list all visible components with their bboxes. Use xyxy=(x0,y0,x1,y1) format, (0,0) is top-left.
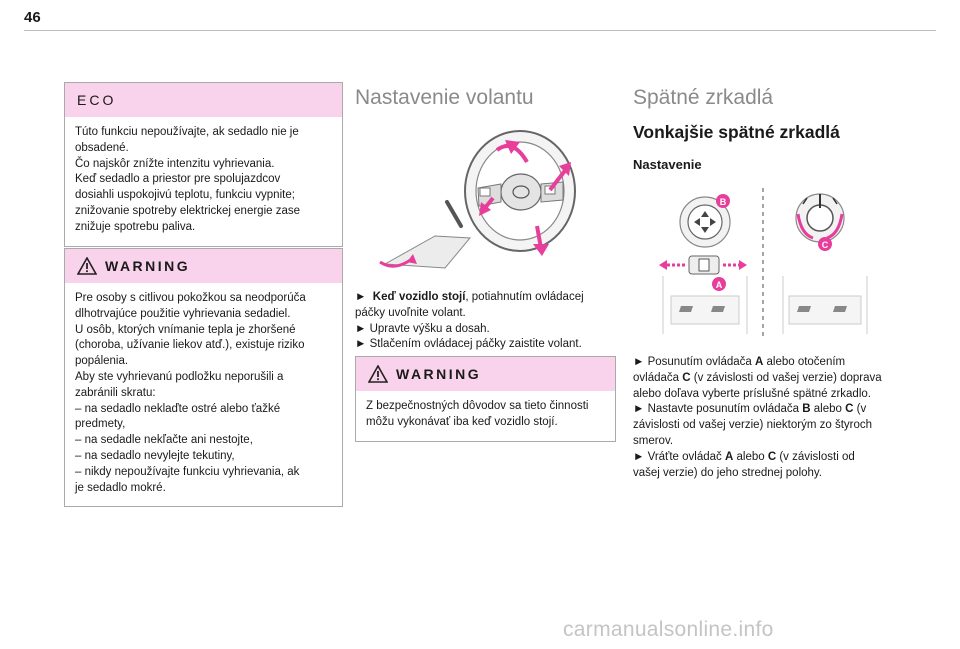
label-b: B xyxy=(719,197,727,207)
warning-body xyxy=(65,283,342,506)
mirror-controls-illustration xyxy=(655,184,875,344)
mirrors-line-4: ► Nastavte posunutím ovládača B alebo C (v xyxy=(633,403,867,416)
mirrors-line-5: závislosti od vašej verzie) niektorým zo štyroch xyxy=(633,419,873,432)
warning-box-heating xyxy=(64,248,343,507)
warning-line: môžu vykonávať iba keď vozidlo stojí. xyxy=(366,415,558,428)
warning-body xyxy=(356,391,615,441)
steering-step-1: ► Keď vozidlo stojí, potiahnutím ovládacej xyxy=(355,291,584,303)
eco-title: ECO xyxy=(77,92,117,108)
mirrors-heading: Spätné zrkadlá xyxy=(633,86,774,109)
warning-line: – nikdy nepoužívajte funkciu vyhrievania, ak xyxy=(75,465,300,478)
warning-line: je sedadlo mokré. xyxy=(75,481,166,494)
eco-header xyxy=(65,83,342,117)
warning-line: zabránili skratu: xyxy=(75,386,156,399)
mirrors-line-2: ovládača C (v závislosti od vašej verzie) doprava xyxy=(633,371,882,384)
warning-line: – na sedadle nekľačte ani nestojte, xyxy=(75,434,253,447)
eco-body xyxy=(65,117,342,246)
steering-heading: Nastavenie volantu xyxy=(355,86,534,109)
eco-line: obsadené. xyxy=(75,141,129,154)
mirrors-instructions xyxy=(633,355,903,481)
warning-line: U osôb, ktorých vnímanie tepla je zhoršené xyxy=(75,323,296,336)
warning-box-steering xyxy=(355,356,616,442)
warning-line: popálenia. xyxy=(75,355,129,368)
warning-line: Aby ste vyhrievanú podložku neporušili a xyxy=(75,370,284,383)
steering-step-2: ► Upravte výšku a dosah. xyxy=(355,322,490,335)
warning-line: Z bezpečnostných dôvodov sa tieto činnosti xyxy=(366,400,589,412)
mirrors-line-6: smerov. xyxy=(633,434,674,447)
eco-line: znižuje spotrebu paliva. xyxy=(75,220,196,233)
steering-step-1-cont: páčky uvoľnite volant. xyxy=(355,306,466,319)
mirrors-section-title: Nastavenie xyxy=(633,157,702,172)
page-number: 46 xyxy=(24,9,41,26)
eco-line: znižovanie spotreby elektrickej energie zase xyxy=(75,204,301,217)
warning-title: WARNING xyxy=(396,366,482,382)
warning-line: predmety, xyxy=(75,418,126,431)
watermark: carmanualsonline.info xyxy=(563,618,774,641)
mirrors-line-8: vašej verzie) do jeho strednej polohy. xyxy=(633,466,823,479)
steering-step-3: ► Stlačením ovládacej páčky zaistite volant. xyxy=(355,338,582,351)
eco-line: dosiahli uspokojivú teplotu, funkciu vypnite; xyxy=(75,189,295,202)
label-c: C xyxy=(821,240,829,250)
top-divider xyxy=(24,30,936,31)
warning-line: (choroba, užívanie liekov atď.), existuje riziko xyxy=(75,339,305,352)
warning-header xyxy=(65,249,342,283)
eco-line: Keď sedadlo a priestor pre spolujazdcov xyxy=(75,173,281,186)
warning-header xyxy=(356,357,615,391)
eco-box xyxy=(64,82,343,247)
mirrors-subheading: Vonkajšie spätné zrkadlá xyxy=(633,122,840,142)
mirrors-line-1: ► Posunutím ovládača A alebo otočením xyxy=(633,356,846,368)
steering-wheel-illustration xyxy=(375,126,585,276)
eco-line: Túto funkciu nepoužívajte, ak sedadlo nie je xyxy=(75,126,299,138)
warning-line: Pre osoby s citlivou pokožkou sa neodporúča xyxy=(75,292,306,304)
warning-title: WARNING xyxy=(105,258,191,274)
warning-triangle-icon xyxy=(368,365,388,383)
steering-steps xyxy=(355,290,615,353)
warning-line: – na sedadlo nevylejte tekutiny, xyxy=(75,449,235,462)
mirrors-line-7: ► Vráťte ovládač A alebo C (v závislosti od xyxy=(633,450,855,463)
label-a: A xyxy=(715,280,723,290)
warning-triangle-icon xyxy=(77,257,97,275)
eco-line: Čo najskôr znížte intenzitu vyhrievania. xyxy=(75,157,275,170)
warning-line: dlhotrvajúce použitie vyhrievania sedadiel. xyxy=(75,307,291,320)
warning-line: – na sedadlo neklaďte ostré alebo ťažké xyxy=(75,402,281,415)
mirrors-line-3: alebo doľava vyberte príslušné spätné zrkadlo. xyxy=(633,387,871,400)
